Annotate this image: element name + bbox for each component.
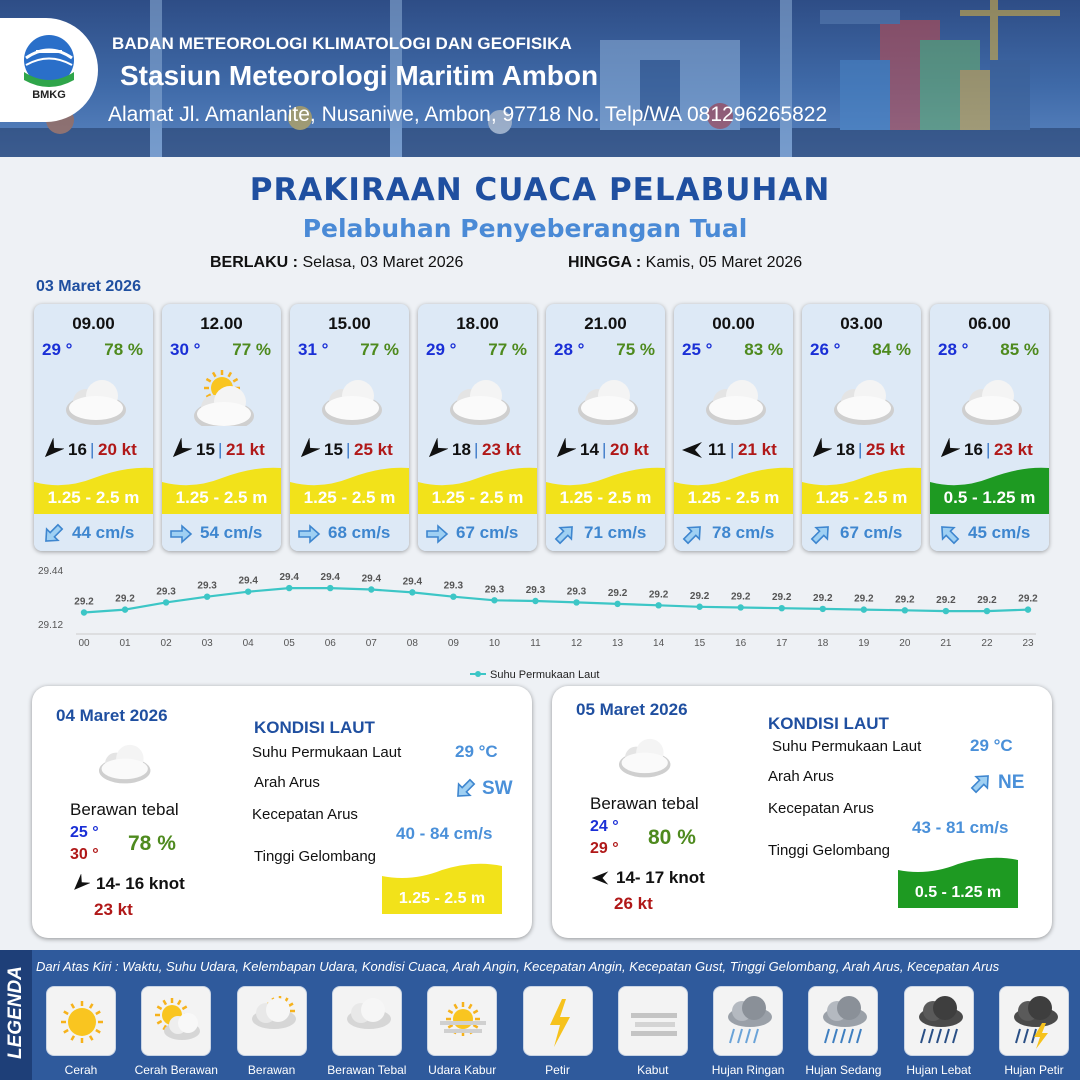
card-time: 12.00 [200, 314, 243, 333]
data-label: 29.2 [115, 593, 135, 605]
card-current-speed: 54 cm/s [200, 523, 263, 542]
data-label: 29.3 [484, 584, 505, 596]
sea-surface-temp-chart [30, 560, 1060, 682]
data-point [573, 599, 579, 605]
card-time: 09.00 [72, 314, 115, 333]
sst-value: 29 °C [455, 742, 498, 761]
page-subtitle: Pelabuhan Penyeberangan Tual [302, 214, 748, 243]
card-wind-speed: 18 [452, 440, 471, 459]
forecast-card [418, 304, 537, 551]
card-gust: 25 kt [354, 440, 393, 459]
data-label: 29.3 [525, 585, 546, 596]
card-wave-height: 1.25 - 2.5 m [687, 488, 780, 507]
legend-title-text: LEGENDA [5, 966, 26, 1059]
data-label: 29.4 [238, 575, 258, 587]
wind-direction-icon [680, 438, 704, 462]
x-tick-label: 02 [160, 638, 172, 649]
data-label: 29.4 [402, 576, 423, 588]
card-current [418, 514, 537, 551]
sst-label: Suhu Permukaan Laut [772, 738, 922, 755]
data-label: 29.2 [74, 596, 94, 608]
current-direction-icon [936, 521, 962, 547]
current-direction-icon [296, 521, 322, 547]
card-temperature: 29 ° [42, 340, 73, 359]
legend-item-label: Udara Kabur [428, 1063, 497, 1077]
forecast-card [802, 304, 921, 551]
data-point [820, 606, 826, 612]
day1-date: 03 Maret 2026 [36, 278, 141, 295]
kondisi-laut-title: KONDISI LAUT [254, 718, 375, 737]
logo-text: BMKG [32, 89, 66, 100]
sun-icon [55, 995, 109, 1049]
card-current [802, 514, 921, 551]
valid-to-label: HINGGA : [568, 254, 642, 271]
legend-item-label: Cerah [64, 1063, 98, 1077]
data-label: 29.2 [772, 592, 792, 604]
sst-value: 29 °C [970, 736, 1013, 755]
data-point [614, 601, 620, 607]
card-wind [424, 438, 532, 462]
legend-item [141, 986, 211, 1056]
card-wave-height: 1.25 - 2.5 m [47, 488, 140, 507]
x-tick-label: 19 [858, 638, 870, 649]
x-tick-label: 16 [735, 638, 747, 649]
card-temperature: 29 ° [426, 340, 457, 359]
current-speed-value: 43 - 81 cm/s [912, 818, 1009, 837]
series-line [84, 588, 1028, 612]
card-wind-separator: | [602, 440, 607, 459]
x-tick-label: 23 [1022, 638, 1034, 649]
cloud-icon [341, 995, 395, 1049]
data-point [327, 585, 333, 591]
card-wind [808, 438, 916, 462]
data-label: 29.3 [156, 586, 176, 598]
sst-label: Suhu Permukaan Laut [252, 744, 402, 761]
card-current [546, 514, 665, 551]
data-point [943, 608, 949, 614]
card-current-speed: 67 cm/s [840, 523, 903, 542]
data-label: 29.2 [813, 592, 833, 604]
page-title: PRAKIRAAN CUACA PELABUHAN [249, 172, 831, 208]
current-speed-label: Kecepatan Arus [768, 800, 874, 817]
data-point [696, 604, 702, 610]
x-tick-label: 00 [78, 638, 90, 649]
panel-date: 05 Maret 2026 [576, 700, 688, 719]
panel-gust: 26 kt [614, 894, 653, 913]
forecast-card [546, 304, 665, 551]
card-wave-height: 1.25 - 2.5 m [559, 488, 652, 507]
current-direction-value: SW [482, 778, 513, 799]
header-banner [0, 0, 1080, 157]
fog-icon [627, 995, 681, 1049]
card-wind-speed: 18 [836, 440, 855, 459]
legend-item-label: Berawan Tebal [327, 1063, 407, 1077]
card-time: 03.00 [840, 314, 883, 333]
station-address: Alamat Jl. Amanlanite, Nusaniwe, Ambon, 97718 No. Telp/WA 081296265822 [108, 103, 828, 126]
card-wind [680, 438, 788, 462]
card-current-speed: 78 cm/s [712, 523, 775, 542]
data-label: 29.2 [689, 590, 710, 602]
card-current-speed: 71 cm/s [584, 523, 647, 542]
data-point [450, 593, 456, 599]
current-speed-label: Kecepatan Arus [252, 806, 358, 823]
card-current [930, 514, 1049, 551]
legend-item [237, 986, 307, 1056]
wind-direction-icon [808, 438, 832, 462]
bmkg-logo [16, 30, 82, 100]
card-current-speed: 44 cm/s [72, 523, 135, 542]
data-label: 29.2 [730, 591, 751, 603]
card-humidity: 78 % [104, 340, 143, 359]
legend-item-label: Hujan Ringan [711, 1063, 785, 1077]
data-point [655, 602, 661, 608]
card-temperature: 28 ° [554, 340, 585, 359]
current-direction-icon [40, 521, 66, 547]
card-wind-speed: 15 [196, 440, 215, 459]
card-gust: 20 kt [610, 440, 649, 459]
card-wave-height: 1.25 - 2.5 m [303, 488, 396, 507]
agency-name: BADAN METEOROLOGI KLIMATOLOGI DAN GEOFISIKA [112, 34, 572, 53]
wind-direction-icon [296, 438, 320, 462]
panel-condition: Berawan tebal [70, 800, 179, 819]
card-temperature: 30 ° [170, 340, 201, 359]
forecast-card [290, 304, 409, 551]
legend-item [427, 986, 497, 1056]
data-label: 29.2 [607, 587, 628, 599]
x-tick-label: 20 [899, 638, 911, 649]
card-humidity: 75 % [616, 340, 655, 359]
card-time: 21.00 [584, 314, 627, 333]
forecast-card [930, 304, 1049, 551]
valid-from [210, 254, 463, 272]
card-wave-height: 1.25 - 2.5 m [431, 488, 524, 507]
x-tick-label: 17 [776, 638, 788, 649]
card-current-speed: 67 cm/s [456, 523, 519, 542]
legend-item-label: Hujan Petir [1004, 1063, 1064, 1077]
card-wind-separator: | [218, 440, 223, 459]
wind-direction-icon [424, 438, 448, 462]
valid-to-value: Kamis, 05 Maret 2026 [645, 254, 803, 271]
current-direction-icon [452, 776, 478, 802]
legend-item-label: Petir [545, 1063, 570, 1077]
data-point [245, 588, 251, 594]
heavy-rain-icon [913, 995, 967, 1049]
card-humidity: 84 % [872, 340, 911, 359]
card-wind [40, 438, 148, 462]
data-point [737, 604, 743, 610]
valid-to [568, 254, 802, 272]
card-gust: 23 kt [994, 440, 1033, 459]
data-label: 29.2 [854, 593, 874, 605]
data-point [532, 598, 538, 604]
moderate-rain-icon [817, 995, 871, 1049]
card-wind-speed: 14 [580, 440, 599, 459]
card-temperature: 28 ° [938, 340, 969, 359]
data-point [1025, 606, 1031, 612]
card-temperature: 25 ° [682, 340, 713, 359]
data-point [984, 608, 990, 614]
current-direction-icon [808, 521, 834, 547]
legend-marker [475, 671, 481, 677]
legend-item [999, 986, 1069, 1056]
card-current-speed: 68 cm/s [328, 523, 391, 542]
panel-temp-min: 24 ° [590, 818, 619, 835]
card-humidity: 77 % [488, 340, 527, 359]
panel-gust: 23 kt [94, 900, 133, 919]
cloud-icon [440, 370, 512, 426]
data-label: 29.3 [197, 580, 217, 592]
data-label: 29.4 [279, 572, 299, 584]
x-tick-label: 15 [694, 638, 706, 649]
panel-humidity: 80 % [648, 826, 696, 849]
cloud-icon [56, 370, 128, 426]
x-tick-label: 22 [981, 638, 993, 649]
card-humidity: 85 % [1000, 340, 1039, 359]
wind-direction-icon [40, 438, 64, 462]
card-wind-speed: 11 [708, 440, 726, 459]
data-label: 29.4 [361, 573, 382, 585]
day-forecast-panel [552, 686, 1052, 938]
x-tick-label: 09 [447, 638, 459, 649]
card-gust: 21 kt [738, 440, 777, 459]
data-point [286, 585, 292, 591]
legend-item [713, 986, 783, 1056]
card-current [290, 514, 409, 551]
card-wind-separator: | [730, 440, 735, 459]
lightning-icon [532, 995, 586, 1049]
station-name: Stasiun Meteorologi Maritim Ambon [120, 60, 599, 91]
legend-item [904, 986, 974, 1056]
x-tick-label: 10 [488, 638, 500, 649]
legend-item-label: Berawan [247, 1063, 296, 1077]
sun-cloud-icon [184, 370, 256, 426]
current-direction [968, 770, 1038, 798]
panel-condition: Berawan tebal [590, 794, 699, 813]
card-wave-height: 0.5 - 1.25 m [943, 488, 1036, 507]
current-direction-value: NE [998, 772, 1025, 793]
card-current [34, 514, 153, 551]
forecast-card [34, 304, 153, 551]
data-point [81, 609, 87, 615]
legend-description: Dari Atas Kiri : Waktu, Suhu Udara, Kelembapan Udara, Kondisi Cuaca, Arah Angin, Kecepatan Angin, Kecepatan Gust, Tinggi Gelombang, Arah Arus, Kecepatan Arus [36, 959, 1000, 974]
x-tick-label: 05 [283, 638, 295, 649]
legend-item-label: Hujan Lebat [906, 1063, 972, 1077]
card-current-speed: 45 cm/s [968, 523, 1031, 542]
haze-icon [436, 995, 490, 1049]
legend-title [0, 950, 32, 1080]
current-direction-icon [968, 770, 994, 796]
wave-height-label: Tinggi Gelombang [254, 848, 377, 865]
card-gust: 20 kt [98, 440, 137, 459]
x-tick-label: 07 [365, 638, 377, 649]
data-point [409, 589, 415, 595]
card-humidity: 83 % [744, 340, 783, 359]
x-tick-label: 21 [940, 638, 952, 649]
cloud-sun-icon [246, 995, 300, 1049]
y-tick-label: 29.12 [38, 620, 64, 631]
x-tick-label: 01 [119, 638, 131, 649]
x-tick-label: 14 [653, 638, 665, 649]
current-direction-icon [680, 521, 706, 547]
card-current [674, 514, 793, 551]
data-point [368, 586, 374, 592]
cloud-icon [952, 370, 1024, 426]
data-label: 29.2 [895, 594, 915, 606]
card-time: 15.00 [328, 314, 371, 333]
forecast-card [674, 304, 793, 551]
card-gust: 21 kt [226, 440, 265, 459]
wave-height-label: Tinggi Gelombang [768, 842, 891, 859]
data-point [204, 593, 210, 599]
card-temperature: 31 ° [298, 340, 329, 359]
data-label: 29.4 [320, 572, 340, 584]
wind-direction-icon [936, 438, 960, 462]
card-wind [552, 438, 660, 462]
cloud-icon [824, 370, 896, 426]
wave-height-value: 1.25 - 2.5 m [398, 890, 486, 907]
card-wind-speed: 16 [964, 440, 983, 459]
wind-direction-icon [168, 438, 192, 462]
x-tick-label: 12 [570, 638, 583, 649]
panel-temp-max: 29 ° [590, 840, 619, 857]
current-direction-label: Arah Arus [254, 774, 320, 791]
x-tick-label: 18 [817, 638, 829, 649]
cloud-icon [312, 370, 384, 426]
current-direction [452, 776, 522, 804]
data-label: 29.2 [977, 595, 997, 607]
wind-direction-icon [70, 874, 90, 894]
card-current [162, 514, 281, 551]
x-tick-label: 03 [201, 638, 213, 649]
card-time: 00.00 [712, 314, 755, 333]
panel-wind: 14- 17 knot [616, 868, 705, 887]
panel-date: 04 Maret 2026 [56, 706, 168, 725]
x-tick-label: 08 [406, 638, 418, 649]
panel-temp-min: 25 ° [70, 824, 99, 841]
card-gust: 25 kt [866, 440, 905, 459]
legend-item [332, 986, 402, 1056]
data-point [122, 606, 128, 612]
legend-item-label: Hujan Sedang [805, 1063, 882, 1077]
data-label: 29.2 [1018, 593, 1038, 605]
day-forecast-panel [32, 686, 532, 938]
card-wind [296, 438, 404, 462]
card-humidity: 77 % [360, 340, 399, 359]
legend-item [46, 986, 116, 1056]
data-point [163, 599, 169, 605]
data-point [491, 597, 497, 603]
panel-humidity: 78 % [128, 832, 176, 855]
thunderstorm-icon [1008, 995, 1062, 1049]
current-direction-icon [168, 521, 194, 547]
y-tick-label: 29.44 [38, 566, 64, 577]
card-humidity: 77 % [232, 340, 271, 359]
current-speed-value: 40 - 84 cm/s [396, 824, 493, 843]
cloud-icon [610, 732, 676, 780]
data-label: 29.2 [936, 595, 956, 607]
card-wind-speed: 15 [324, 440, 343, 459]
cloud-icon [90, 738, 156, 786]
data-label: 29.3 [443, 580, 464, 592]
data-label: 29.3 [566, 586, 587, 598]
wave-height-value: 0.5 - 1.25 m [914, 884, 1002, 901]
card-temperature: 26 ° [810, 340, 841, 359]
data-point [779, 605, 785, 611]
valid-from-value: Selasa, 03 Maret 2026 [302, 254, 464, 271]
x-tick-label: 13 [612, 638, 624, 649]
legend-item [618, 986, 688, 1056]
x-tick-label: 04 [242, 638, 254, 649]
kondisi-laut-title: KONDISI LAUT [768, 714, 889, 733]
card-wind-separator: | [90, 440, 95, 459]
x-tick-label: 11 [530, 638, 541, 649]
data-label: 29.2 [648, 589, 669, 601]
data-point [902, 607, 908, 613]
data-point [861, 606, 867, 612]
cloud-icon [568, 370, 640, 426]
legend-item-label: Cerah Berawan [134, 1063, 218, 1077]
wind-direction-icon [590, 868, 610, 888]
card-wind-separator: | [986, 440, 991, 459]
valid-from-label: BERLAKU : [210, 254, 298, 271]
current-direction-icon [424, 521, 450, 547]
cloud-icon [696, 370, 768, 426]
card-wind [936, 438, 1044, 462]
card-wind-separator: | [858, 440, 863, 459]
current-direction-label: Arah Arus [768, 768, 834, 785]
legend-item-label: Kabut [637, 1063, 669, 1077]
legend-item [523, 986, 593, 1056]
wind-direction-icon [552, 438, 576, 462]
forecast-card [162, 304, 281, 551]
card-wind-speed: 16 [68, 440, 87, 459]
card-gust: 23 kt [482, 440, 521, 459]
card-time: 06.00 [968, 314, 1011, 333]
card-wind-separator: | [474, 440, 479, 459]
card-time: 18.00 [456, 314, 499, 333]
legend-item [808, 986, 878, 1056]
card-wind-separator: | [346, 440, 351, 459]
card-wave-height: 1.25 - 2.5 m [175, 488, 268, 507]
legend-series-name: Suhu Permukaan Laut [490, 669, 600, 681]
card-wind [168, 438, 276, 462]
light-rain-icon [722, 995, 776, 1049]
x-tick-label: 06 [324, 638, 336, 649]
sun-cloud-icon [150, 995, 204, 1049]
panel-temp-max: 30 ° [70, 846, 99, 863]
card-wave-height: 1.25 - 2.5 m [815, 488, 908, 507]
panel-wind: 14- 16 knot [96, 874, 185, 893]
current-direction-icon [552, 521, 578, 547]
